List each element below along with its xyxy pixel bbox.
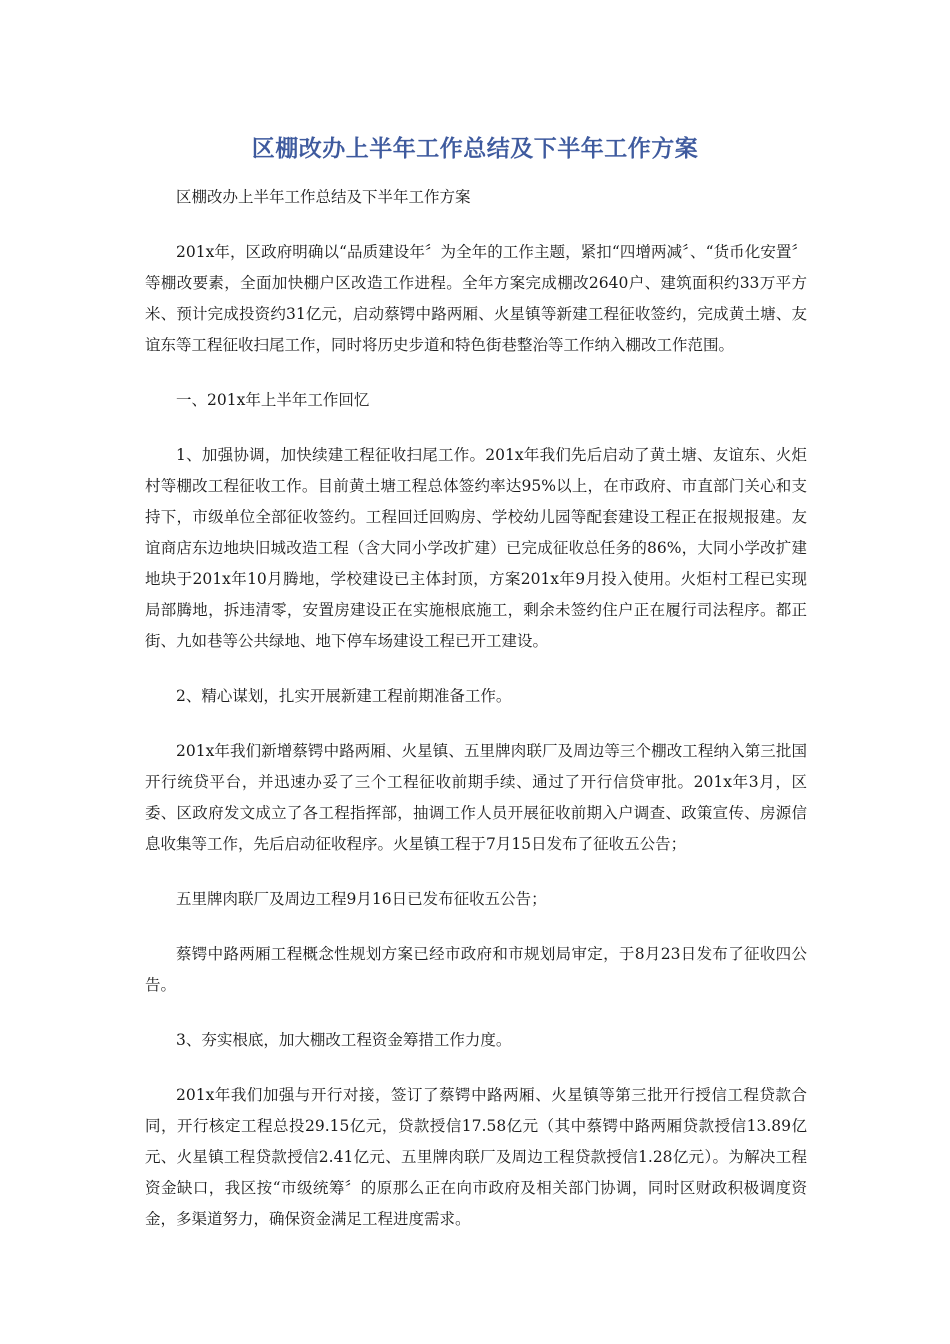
paragraph-item-3-body: 201x年我们加强与开行对接，签订了蔡锷中路两厢、火星镇等第三批开行授信工程贷款合同，开行核定工程总投29.15亿元，贷款授信17.58亿元（其中蔡锷中路两厢贷款授信13.89亿元、火星镇工程贷款授信2.41亿元、五里牌肉联厂及周边工程贷款授信1.28亿元）。为解决工程资金缺口，我区按“市级统筹〞的原那么正在向市政府及相关部门协调，同时区财政积极调度资金，多渠道努力，确保资金满足工程进度需求。 xyxy=(145,1086,807,1228)
paragraph-item-3-heading: 3、夯实根底，加大棚改工程资金筹措工作力度。 xyxy=(176,1031,512,1049)
paragraph-intro: 201x年，区政府明确以“品质建设年〞为全年的工作主题，紧扣“四增两减〞、“货币化安置〞等棚改要素，全面加快棚户区改造工作进程。全年方案完成棚改2640户、建筑面积约33万平方米、预计完成投资约31亿元，启动蔡锷中路两厢、火星镇等新建工程征收签约，完成黄土塘、友谊东等工程征收扫尾工作，同时将历史步道和特色街巷整治等工作纳入棚改工作范围。 xyxy=(145,243,807,354)
paragraph-item-1: 1、加强协调，加快续建工程征收扫尾工作。201x年我们先后启动了黄土塘、友谊东、火炬村等棚改工程征收工作。目前黄土塘工程总体签约率达95%以上，在市政府、市直部门关心和支持下，市级单位全部征收签约。工程回迁回购房、学校幼儿园等配套建设工程正在报规报建。友谊商店东边地块旧城改造工程（含大同小学改扩建）已完成征收总任务的86%，大同小学改扩建地块于201x年10月腾地，学校建设已主体封顶，方案201x年9月投入使用。火炬村工程已实现局部腾地，拆违清零，安置房建设正在实施根底施工，剩余未签约住户正在履行司法程序。都正街、九如巷等公共绿地、地下停车场建设工程已开工建设。 xyxy=(145,446,807,650)
paragraph-item-2-heading: 2、精心谋划，扎实开展新建工程前期准备工作。 xyxy=(176,687,512,705)
paragraph-subtitle: 区棚改办上半年工作总结及下半年工作方案 xyxy=(176,188,471,206)
document-body xyxy=(145,182,807,1259)
paragraph-wulipai: 五里牌肉联厂及周边工程9月16日已发布征收五公告； xyxy=(176,890,547,908)
paragraph-caie: 蔡锷中路两厢工程概念性规划方案已经市政府和市规划局审定，于8月23日发布了征收四公告。 xyxy=(145,945,807,994)
document-title: 区棚改办上半年工作总结及下半年工作方案 xyxy=(251,136,699,162)
section-heading-review: 一、201x年上半年工作回忆 xyxy=(176,391,370,409)
paragraph-item-2-body: 201x年我们新增蔡锷中路两厢、火星镇、五里牌肉联厂及周边等三个棚改工程纳入第三批国开行统贷平台，并迅速办妥了三个工程征收前期手续、通过了开行信贷审批。201x年3月，区委、区政府发文成立了各工程指挥部，抽调工作人员开展征收前期入户调查、政策宣传、房源信息收集等工作，先后启动征收程序。火星镇工程于7月15日发布了征收五公告； xyxy=(145,742,807,853)
